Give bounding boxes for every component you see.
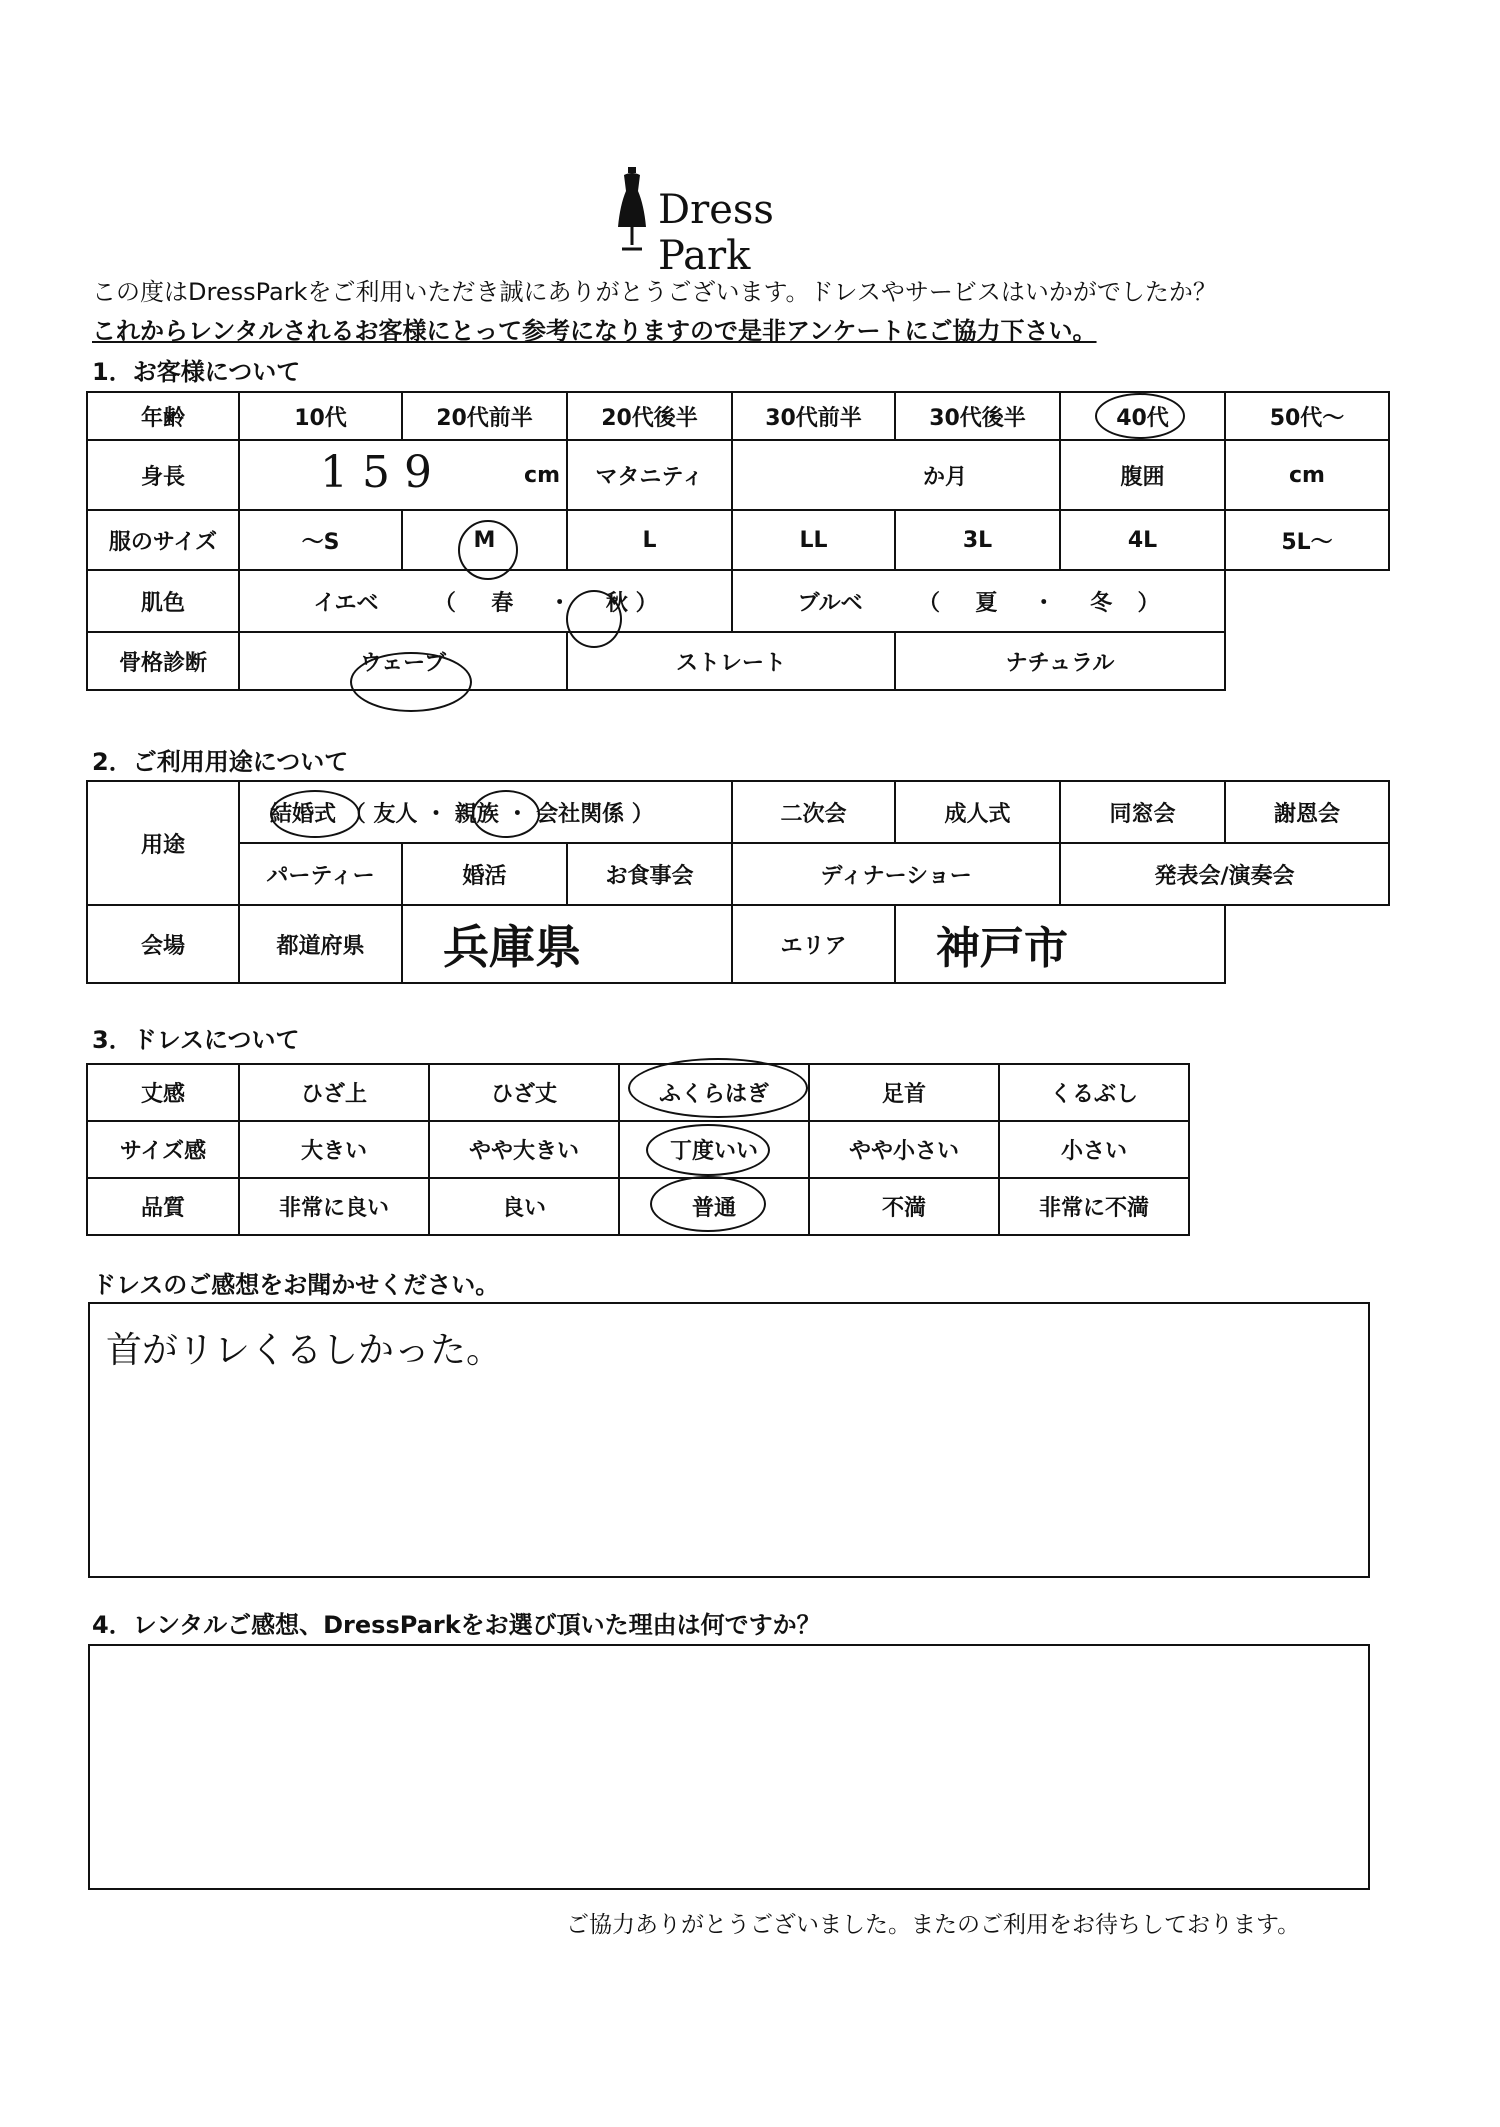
fit-option[interactable]: やや小さい [809, 1121, 999, 1178]
skin-label: 肌色 [87, 570, 239, 632]
fit-label: サイズ感 [87, 1121, 239, 1178]
warm-spring[interactable]: 春 [491, 590, 514, 616]
size-option[interactable]: 5L～ [1225, 510, 1389, 570]
height-row [87, 440, 1389, 510]
selection-circle [628, 1058, 808, 1118]
wedding-label: 結婚式 [270, 801, 337, 827]
purpose-option[interactable]: 謝恩会 [1225, 781, 1389, 843]
age-option[interactable]: 30代後半 [895, 392, 1060, 440]
waist-label: 腹囲 [1060, 440, 1225, 510]
wedding-work[interactable]: 会社関係 [536, 801, 625, 827]
skin-row [87, 570, 1389, 632]
paren-open: （ [433, 590, 456, 616]
wedding-friend[interactable]: 友人 [373, 801, 418, 827]
quality-option[interactable]: 非常に良い [239, 1178, 429, 1235]
selection-circle [646, 1124, 770, 1176]
size-option[interactable]: 3L [895, 510, 1060, 570]
purpose-option[interactable]: 成人式 [895, 781, 1060, 843]
height-value: 159 [320, 447, 446, 498]
size-option[interactable]: 4L [1060, 510, 1225, 570]
cool-label: ブルベ [797, 590, 863, 616]
quality-row [87, 1178, 1189, 1235]
venue-row [87, 905, 1389, 983]
size-option-selected[interactable]: M [402, 510, 567, 570]
waist-field[interactable]: cm [1225, 440, 1389, 510]
maternity-field[interactable]: か月 [732, 440, 1060, 510]
intro-request: これからレンタルされるお客様にとって参考になりますので是非アンケートにご協力下さい。 [92, 317, 1097, 345]
purpose-option[interactable]: パーティー [239, 843, 402, 905]
purpose-row-2 [87, 843, 1389, 905]
height-label: 身長 [87, 440, 239, 510]
frame-row [87, 632, 1389, 690]
purpose-option[interactable]: ディナーショー [732, 843, 1060, 905]
section3-title: 3．ドレスについて [92, 1026, 300, 1054]
dress-comment-text: 首がリレくるしかった。 [106, 1330, 503, 1371]
selection-circle [270, 790, 360, 838]
length-option[interactable]: ひざ丈 [429, 1064, 619, 1121]
dot: ・ [1032, 590, 1055, 616]
size-row [87, 510, 1389, 570]
age-option-selected[interactable]: 40代 [1060, 392, 1225, 440]
wedding-family-selected[interactable]: 親族 [454, 801, 499, 827]
brand-name: Dress Park [658, 187, 774, 279]
reason-answer-box[interactable] [88, 1644, 1370, 1890]
wedding-option-selected[interactable]: 結婚式 （ 友人 ・ 親族 ・ 会社関係 ） [239, 781, 732, 843]
age-option[interactable]: 30代前半 [732, 392, 895, 440]
intro-text: この度はDressParkをご利用いただき誠にありがとうございます。ドレスやサービスはいかがでしたか？ [92, 278, 1217, 306]
quality-option-selected[interactable]: 普通 [619, 1178, 809, 1235]
purpose-label: 用途 [87, 781, 239, 905]
maternity-label: マタニティ [567, 440, 732, 510]
fit-option[interactable]: 小さい [999, 1121, 1189, 1178]
customer-table [86, 391, 1390, 691]
section4-title: 4．レンタルご感想、DressParkをお選び頂いた理由は何ですか？ [92, 1611, 821, 1639]
quality-option[interactable]: 良い [429, 1178, 619, 1235]
purpose-option[interactable]: 二次会 [732, 781, 895, 843]
footer-thanks: ご協力ありがとうございました。またのご利用をお待ちしております。 [566, 1912, 1301, 1938]
selection-circle [566, 590, 622, 648]
paren-close: ） [635, 590, 658, 616]
area-label: エリア [732, 905, 895, 983]
length-option[interactable]: ひざ上 [239, 1064, 429, 1121]
dresspark-logo [610, 165, 860, 279]
length-option[interactable]: くるぶし [999, 1064, 1189, 1121]
selection-circle [458, 520, 518, 580]
length-label: 丈感 [87, 1064, 239, 1121]
height-unit: cm [524, 463, 560, 488]
quality-option[interactable]: 非常に不満 [999, 1178, 1189, 1235]
dot: ・ [548, 590, 571, 616]
dress-form-icon [610, 165, 654, 255]
age-option[interactable]: 10代 [239, 392, 402, 440]
cool-winter[interactable]: 冬 [1090, 590, 1113, 616]
prefecture-field[interactable]: 兵庫県 [402, 905, 732, 983]
paren-open: （ [918, 590, 941, 616]
purpose-option[interactable]: お食事会 [567, 843, 732, 905]
prefecture-label: 都道府県 [239, 905, 402, 983]
selection-circle [1095, 393, 1185, 439]
paren-close: ） [1137, 590, 1160, 616]
age-row [87, 392, 1389, 440]
comment-prompt: ドレスのご感想をお聞かせください。 [92, 1271, 500, 1299]
fit-row [87, 1121, 1189, 1178]
section2-title: 2．ご利用用途について [92, 748, 349, 776]
size-option[interactable]: LL [732, 510, 895, 570]
purpose-option[interactable]: 婚活 [402, 843, 567, 905]
frame-option-selected[interactable]: ウェーブ [239, 632, 567, 690]
selection-circle [650, 1176, 766, 1232]
quality-label: 品質 [87, 1178, 239, 1235]
section1-title: 1．お客様について [92, 358, 301, 386]
age-option[interactable]: 50代～ [1225, 392, 1389, 440]
fit-option[interactable]: やや大きい [429, 1121, 619, 1178]
purpose-option[interactable]: 同窓会 [1060, 781, 1225, 843]
venue-label: 会場 [87, 905, 239, 983]
fit-option[interactable]: 大きい [239, 1121, 429, 1178]
age-option[interactable]: 20代前半 [402, 392, 567, 440]
length-option-selected[interactable]: ふくらはぎ [619, 1064, 809, 1121]
frame-option[interactable]: ナチュラル [895, 632, 1225, 690]
dress-comment-box[interactable] [88, 1302, 1370, 1578]
purpose-option[interactable]: 発表会/演奏会 [1060, 843, 1389, 905]
fit-option-selected[interactable]: 丁度いい [619, 1121, 809, 1178]
warm-autumn-selected[interactable]: 秋 [605, 590, 628, 616]
frame-option[interactable]: ストレート [567, 632, 895, 690]
skin-cool-option[interactable] [732, 570, 1225, 632]
cool-summer[interactable]: 夏 [975, 590, 998, 616]
size-option[interactable]: L [567, 510, 732, 570]
frame-label: 骨格診断 [87, 632, 239, 690]
quality-option[interactable]: 不満 [809, 1178, 999, 1235]
selection-circle [350, 652, 472, 712]
area-field[interactable]: 神戸市 [895, 905, 1225, 983]
height-field[interactable] [239, 440, 567, 510]
length-option[interactable]: 足首 [809, 1064, 999, 1121]
size-option[interactable]: ～S [239, 510, 402, 570]
selection-circle [472, 790, 540, 838]
age-option[interactable]: 20代後半 [567, 392, 732, 440]
warm-label: イエベ [313, 590, 379, 616]
age-label: 年齢 [87, 392, 239, 440]
size-label: 服のサイズ [87, 510, 239, 570]
